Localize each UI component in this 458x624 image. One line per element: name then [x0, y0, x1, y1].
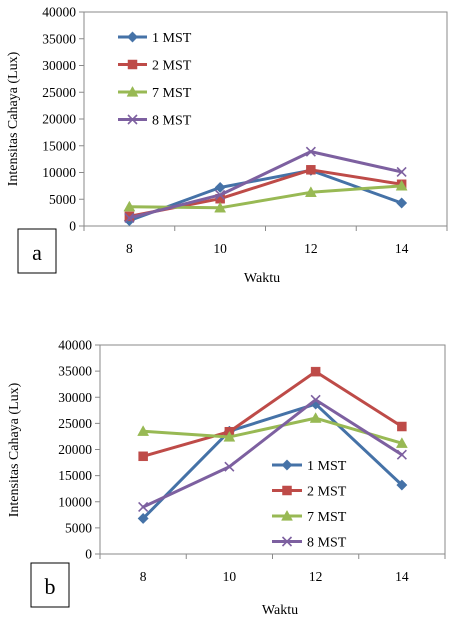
x-tick-label: 8 — [126, 241, 133, 256]
y-axis-title: Intensitas Cahaya (Lux) — [7, 382, 22, 518]
legend — [118, 31, 192, 129]
y-tick-label: 35000 — [58, 363, 92, 379]
legend-label-8-mst: 8 MST — [307, 535, 347, 551]
y-tick-label: 35000 — [42, 31, 76, 47]
y-tick-label: 30000 — [58, 389, 92, 405]
data-point-8-mst — [397, 450, 406, 459]
data-point-2-mst — [397, 422, 406, 431]
y-tick-label: 0 — [85, 546, 92, 562]
data-point-2-mst — [139, 452, 148, 461]
legend-label-1-mst: 1 MST — [307, 459, 347, 474]
y-tick-label: 25000 — [42, 84, 76, 100]
y-tick-label: 15000 — [58, 468, 92, 484]
y-tick-label: 40000 — [42, 4, 76, 20]
y-tick-label: 30000 — [42, 58, 76, 73]
panel-label: a — [32, 240, 42, 265]
legend-marker-1-mst — [282, 460, 292, 470]
legend — [272, 459, 347, 551]
y-tick-label: 10000 — [58, 494, 92, 510]
chart-panel-b — [7, 338, 445, 619]
x-tick-label: 12 — [304, 241, 318, 256]
x-axis-title: Waktu — [243, 271, 281, 286]
legend-label-7-mst: 7 MST — [152, 86, 192, 101]
legend-marker-2-mst — [128, 60, 137, 69]
legend-marker-2-mst — [283, 486, 292, 495]
y-tick-label: 40000 — [58, 337, 92, 353]
x-tick-label: 8 — [139, 569, 147, 584]
y-tick-label: 5000 — [65, 520, 92, 536]
x-tick-label: 14 — [395, 569, 409, 584]
y-tick-label: 0 — [69, 218, 76, 234]
y-tick-label: 20000 — [42, 111, 76, 127]
x-tick-label: 14 — [394, 241, 409, 256]
y-tick-label: 10000 — [42, 165, 76, 180]
legend-marker-1-mst — [127, 32, 137, 42]
legend-label-8-mst: 8 MST — [152, 113, 192, 129]
series-line-2-mst — [129, 170, 401, 217]
y-tick-label: 5000 — [49, 191, 76, 207]
data-point-1-mst — [396, 198, 406, 208]
chart-panel-a — [6, 5, 447, 287]
series-line-1-mst — [143, 404, 402, 518]
x-tick-label: 10 — [213, 241, 227, 256]
x-axis-title: Waktu — [261, 603, 299, 618]
y-tick-label: 20000 — [58, 442, 92, 457]
series-line-2-mst — [143, 372, 402, 457]
data-point-2-mst — [311, 367, 320, 376]
legend-label-2-mst: 2 MST — [307, 484, 347, 500]
legend-label-2-mst: 2 MST — [152, 58, 192, 74]
data-point-2-mst — [306, 165, 315, 174]
y-tick-label: 25000 — [58, 415, 92, 431]
x-tick-label: 10 — [222, 569, 237, 584]
x-tick-label: 12 — [308, 569, 323, 584]
legend-label-7-mst: 7 MST — [307, 510, 347, 525]
panel-label: b — [44, 574, 56, 599]
legend-label-1-mst: 1 MST — [152, 31, 192, 46]
y-tick-label: 15000 — [42, 138, 76, 154]
y-axis-title: Intensitas Cahaya (Lux) — [6, 51, 21, 187]
